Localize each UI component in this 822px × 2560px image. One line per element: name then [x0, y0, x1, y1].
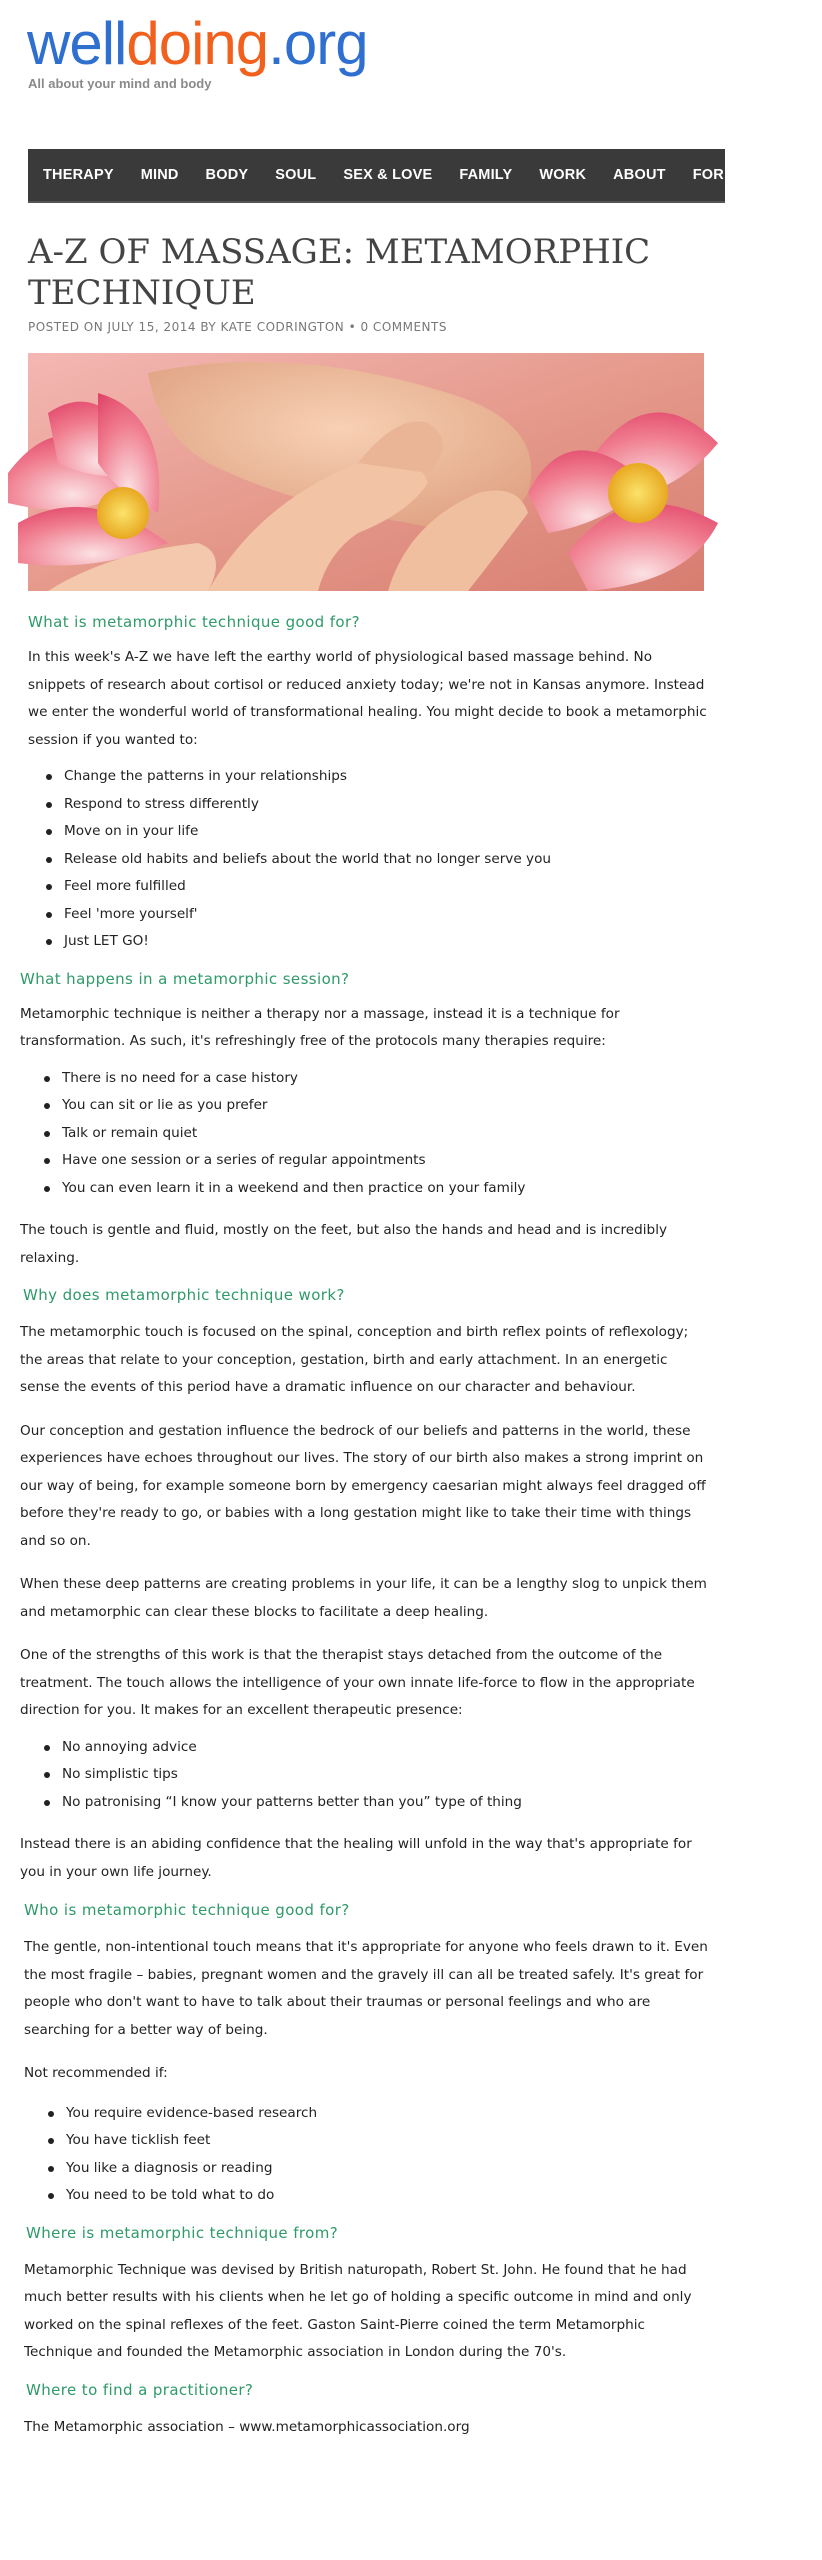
paragraph: Not recommended if: [24, 2065, 168, 2081]
list-item: Just LET GO! [64, 928, 710, 956]
list-item: You require evidence-based research [66, 2100, 710, 2128]
list-item: Feel 'more yourself' [64, 901, 710, 929]
site-tagline: All about your mind and body [28, 76, 212, 91]
article-body [20, 596, 710, 2441]
nav-item-about[interactable]: ABOUT [613, 167, 666, 183]
paragraph: In this week's A-Z we have left the earthy world of physiological based massage behind. No snippets of research about cortisol or reduced anxiety today; we're not in Kansas anymore. Instead we enter the wonderful world of transformational healing. You might decide to book a metamorphic session if you wanted to: [28, 649, 707, 748]
list-item: You have ticklish feet [66, 2127, 710, 2155]
list-item: You can even learn it in a weekend and then practice on your family [62, 1175, 710, 1203]
hero-image [28, 353, 704, 591]
section-heading: What happens in a metamorphic session? [20, 969, 350, 988]
section-heading: Where to find a practitioner? [26, 2380, 254, 2399]
paragraph: The Metamorphic association – www.metamorphicassociation.org [24, 2418, 470, 2435]
meta-separator: • [348, 320, 361, 334]
section-heading: Who is metamorphic technique good for? [24, 1901, 350, 1919]
paragraph: Metamorphic technique is neither a therapy nor a massage, instead it is a technique for transformation. As such, it's refreshingly free of the protocols many therapies require: [20, 1005, 620, 1049]
list-item: No simplistic tips [62, 1761, 710, 1789]
list-item: There is no need for a case history [62, 1065, 710, 1093]
nav-item-sex-love[interactable]: SEX & LOVE [343, 167, 433, 183]
list-item: No annoying advice [62, 1734, 710, 1762]
site-logo[interactable] [27, 10, 368, 77]
paragraph: Metamorphic Technique was devised by British naturopath, Robert St. John. He found that he had much better results with his clients when he let go of holding a specific outcome in mind and only worked on the spinal reflexes of the feet. Gaston Saint-Pierre coined the term Metamorphic Technique and founded the Metamorphic association in London during the 70's. [24, 2261, 692, 2360]
list-item: You need to be told what to do [66, 2182, 710, 2210]
nav-item-family[interactable]: FAMILY [459, 167, 513, 183]
list-item: You can sit or lie as you prefer [62, 1092, 710, 1120]
list-item: You like a diagnosis or reading [66, 2155, 710, 2183]
list-item: Feel more fulfilled [64, 873, 710, 901]
paragraph: The metamorphic touch is focused on the spinal, conception and birth reflex points of reflexology; the areas that relate to your conception, gestation, birth and early attachment. In an energetic sense the events of this period have a dramatic influence on our character and behaviour. [20, 1324, 689, 1395]
paragraph: The touch is gentle and fluid, mostly on the feet, but also the hands and head and is incredibly relaxing. [20, 1222, 668, 1266]
section-heading: What is metamorphic technique good for? [28, 613, 360, 631]
bullet-list [20, 2100, 710, 2210]
bullet-list [20, 1065, 710, 1203]
list-item: Release old habits and beliefs about the world that no longer serve you [64, 846, 710, 874]
article-meta [28, 320, 447, 334]
article-title: A-Z OF MASSAGE: METAMORPHIC TECHNIQUE [28, 232, 651, 313]
list-item: Change the patterns in your relationships [64, 763, 710, 791]
paragraph: Our conception and gestation influence the bedrock of our beliefs and patterns in the world, these experiences have echoes throughout our lives. The story of our birth also makes a strong imprint on our way of being, for example someone born by emergency caesarian might always feel dragged off before they're ready to go, or babies with a long gestation might like to take their time with things and so on. [20, 1422, 706, 1549]
list-item: Talk or remain quiet [62, 1120, 710, 1148]
logo-text-org: .org [268, 10, 368, 77]
nav-item-mind[interactable]: MIND [140, 167, 179, 183]
nav-item-work[interactable]: WORK [539, 167, 587, 183]
section-heading: Why does metamorphic technique work? [23, 1286, 345, 1304]
list-item: Respond to stress differently [64, 791, 710, 819]
list-item: Move on in your life [64, 818, 710, 846]
list-item: No patronising “I know your patterns better than you” type of thing [62, 1789, 710, 1817]
nav-item-for-therapists[interactable]: FOR THERAPISTS [692, 167, 822, 183]
nav-item-soul[interactable]: SOUL [275, 167, 317, 183]
paragraph: One of the strengths of this work is that the therapist stays detached from the outcome of the treatment. The touch allows the intelligence of your own innate life-force to flow in the appropriate direction for you. It makes for an excellent therapeutic presence: [20, 1647, 695, 1718]
nav-item-body[interactable]: BODY [205, 167, 249, 183]
bullet-list [20, 763, 710, 956]
logo-text-well: well [27, 10, 127, 77]
nav-item-therapy[interactable]: THERAPY [43, 167, 114, 183]
section-heading: Where is metamorphic technique from? [26, 2223, 339, 2242]
logo-text-doing: doing [126, 10, 269, 77]
main-nav [28, 149, 822, 203]
comments-link[interactable]: 0 COMMENTS [360, 320, 447, 334]
bullet-list [20, 1734, 710, 1817]
list-item: Have one session or a series of regular appointments [62, 1147, 710, 1175]
paragraph: The gentle, non-intentional touch means that it's appropriate for anyone who feels drawn to it. Even the most fragile – babies, pregnant women and the gravely ill can all be treated safely. It's great for people who don't want to have to talk about their traumas or personal feelings and who are searching for a better way of being. [24, 1939, 708, 2038]
post-date-author: POSTED ON JULY 15, 2014 BY KATE CODRINGTON [28, 320, 345, 334]
paragraph: Instead there is an abiding confidence that the healing will unfold in the way that's appropriate for you in your own life journey. [20, 1836, 692, 1880]
paragraph: When these deep patterns are creating problems in your life, it can be a lengthy slog to unpick them and metamorphic can clear these blocks to facilitate a deep healing. [20, 1576, 707, 1620]
